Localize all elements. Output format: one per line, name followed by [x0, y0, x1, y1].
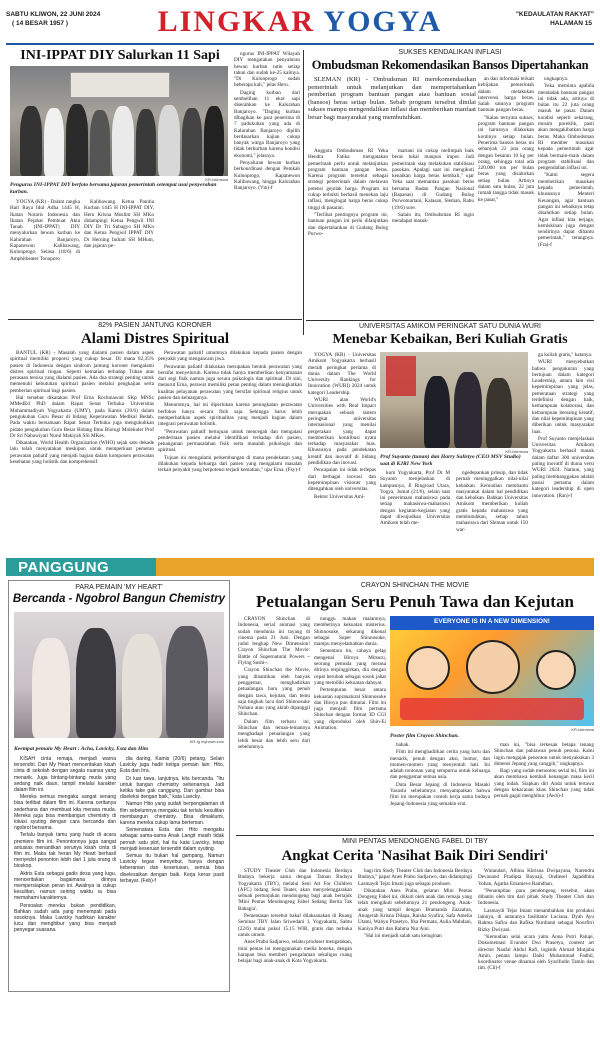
paragraph: ga kuliah gratis," katanya. [538, 352, 593, 358]
fabel-col-1 [238, 868, 352, 1044]
paragraph: Dikatakan, World Health Organization (WHO) sejak satu dekade lalu telah menyatakan meskipun untuk memperkuat pemeran perawatan paliatif yang menjadi bagian dalam komponen perawatan kesehatan yang holistik dan komprehensif. [10, 440, 154, 466]
rspku-col-1 [10, 350, 154, 555]
sapi-col-3 [234, 51, 300, 317]
paragraph: Perawatan paliatif umumnya dilakukan kepada pasien dengan penyakit yang mengancam jiwa. [158, 350, 302, 363]
poster-title: EVERYONE IS IN A NEW DIMENSION! [434, 618, 550, 625]
paragraph: Film ini menghadirkan cerita yang baru dan menarik, penuh dengan aksi, humor, dan momen-momen yang menyentuh hati. Ini adalah tontonan yang sempurna untuk keluarga dan penggemar semua usia. [390, 749, 490, 781]
paragraph: Yeka meminta apabila mendadak bantuan pangan ini tidak ada, artinya di bulan itu 22 juta orang masuk ke pasar. Dalam kondisi seperti sekarang, musim paceklik, pasti akan mengakibatkan harga beras. Maka Ombudsman RI member masukan kepada pemerintah agar tidak bermain-main dalam program stabilisasi dan pengendalian inflasi ini. [538, 83, 594, 172]
paragraph: man ini, "bisa terkesan betapa tenang Shinchan dan pahlawan penuh pesona. Kami ingin mengajak penonton untuk menyaksikan 3 dimensi Jepang yang canggih," ungkapnya. [494, 742, 594, 767]
paragraph: Perawatan paliatif dilakukan merupakan bentuk perawatan yang bersifat menyeluruh. Karena tidak hanya memberikan kenyamanan dari segi fisik namun juga secara psikologis dan spiritual. Di sini, menurut Erna, perawat memiliki peran penting dalam meningkatkan kualitas pelayanan perawatan yang bersifat spiritual religius untuk pasien dan keluarganya. [158, 363, 302, 402]
paragraph: Anes Prabu Sadjarwo, selaku produser mengatakan, mini pentas ini menggunakan media boneka, dengan harapan bisa memberi pengalaman sekaligus ruang belajar bagi anak-anak di Kota Yogyakarta. [238, 939, 352, 965]
column-divider [303, 50, 304, 335]
paragraph: Pencapaian ini tidak terlepas dari berbagai inovasi dan kepemimpinan visioner yang ditengahkan oleh universitas. [308, 467, 376, 493]
paragraph: Rektor Universitas Ami- [314, 493, 366, 500]
paragraph: Semua itu bukan hal gampang. Namun Lavicky tegas menyebut, hanya dengan keberanian dan keseriusan, semua bisa diselesaikan dengan baik. Kerja keras pasti terbayar. (Feb)-f [120, 853, 224, 884]
paragraph: YOGYA (KR) - Universitas Amikom Yogyakarta berhasil meraih peringkat pertama di dunia dalam The World University Rankings for Innovation (WURI) 2024 untuk kategori Leadership. [308, 352, 376, 396]
paragraph: "Kalau ternyata sukses, program bantuan pangan ini harusnya dilakukan kontinyu setiap bulan. Penerima bansos beras ini sebanyak 22 juta orang dengan besaran 10 kg per orang, sehingga total ada 220.000 ton per bulan beras yang disalurkan setiap bulan. Artinya dalam satu bulan, 22 juta rumah tangga tidak masuk ke pasar," [478, 114, 534, 203]
amikom-kicker: UNIVERSITAS AMIKOM PERINGKAT SATU DUNIA WURI [359, 323, 541, 330]
amikom-col-3 [456, 470, 528, 554]
paragraph: "Penampilan para pendongeng tersebut, akan dibantu oleh tim dari pihak Study Theater Club dan Indonesia. [478, 887, 594, 907]
paragraph: Bagi yang sudah menonton serial ini, film ini akan membawa kembali kenangan masa kecil yang indah. Siapkan diri Anda untuk tertawa dengan kekacauan khas Shinchan yang tidak pernah gagal menghibur. (Awh)-f [494, 768, 594, 800]
paragraph: "Kami segera memberikan masukan kepada pemerintah, khususnya Menteri Keuangan, agar bantuan pangan ini sebaiknya tetap disalurkan setiap bulan. Agar inflasi kita terjaga, kemiskinan juga dengan sendirinya dapat dibantu pemerintah," terangnya. (Fra)-f [538, 172, 594, 248]
paragraph: Duta Besar Jepang di Indonesia Masaki Yasushi sebelumnya menyampaikan bahwa film ini merupakan contoh kerja sama budaya Jepang-Indonesia yang semakin erat. [390, 781, 490, 807]
paragraph: Menurutnya, hal ini diperlukan karena peningkatan perawatan berfokus hanya secara fisik saja. Sehingga harus lebih memperhatikan aspek spiritualitas yang menjadi bagian dalam integrasi perawatan holistik. [158, 402, 302, 428]
shinchan-kicker: CRAYON SHINCHAN THE MOVIE [360, 582, 470, 589]
paragraph: WURI menyebutkan bahwa pengukuran yang bertujuan dalam kategori Leadership, antara lain visi kepemimpinan yang jelas, pemerataan strategi yang terdefinisi dengan baik, kemampuan kolaborasi, dan kemampuan bersaing kreatif, dan nilai kepemimpinan yang diberikan untuk masyarakat luas. [532, 359, 594, 435]
myheart-photo [14, 612, 224, 738]
section-divider [236, 835, 594, 836]
paragraph: Crayon Shinchan the Movie, yang dinantikan oleh banyak penggemar, menghadirkan petualangan baru yang penuh dengan tawa, kejutan, dan tentu saja tingkah lucu dari Shinnosuke Nohara atau yang akrab dipanggil Shinchan. [238, 667, 310, 718]
sapi-col-1 [10, 199, 80, 317]
myheart-col-1 [14, 756, 116, 988]
ombudsman-col-3 [478, 76, 534, 318]
paragraph: Tujuan ini mengalami perkembangan di mana pendekatan yang dilakukan kepada keluarga dari pasien yang mengalami masalah terkait penyakit yang berpotensi terjadi kematian," ujar Erna. (Fsy)-f [158, 454, 302, 474]
paragraph: Prof Suyanto menjelaskan Universitas Amikom Yogyakarta berhasil masuk dalam daftar 300 universitas paling inovatif di dunia versi WURI 2024. Namun, yang paling membanggakan adalah posisi pertama dalam kategori leadership di open innovation. (Ran)-f [532, 435, 594, 499]
paragraph: ngedepankan prinsip, dan tidak pernah meninggalkan nilai-nilai kebaikan. Kemudian membantu masyarakat dalam hal pendidikan dan kebaikan. Bahkan Universitas Amikom memberikan kuliah gratis kepada mahasiswa yang membutuhkan, setiap tahun mahasiswa dari Sleman untuk 150 war- [456, 470, 528, 533]
myheart-kicker: PARA PEMAIN 'MY HEART' [75, 584, 163, 591]
paragraph: YOGYA (KR) - Dalam rangka Hari Raya Idul Adha 1445 H, Ikatan Notaris Indonesia dan Ikatan Pejabat Pembuat Akta Tanah (INI-IPPAT) DIY menyalurkan hewan kurban ke Kalurahan Banjaroyo, Kapanewon Kalibawang, Kulonprogo, Selasa (18/6) di Amphitheater Tonoporo [10, 199, 80, 262]
flag-image [386, 356, 416, 396]
paragraph: Persoalan mereka bukan pendidikan, Bahkan sudah ada yang menempati pada sosoknya. Maka Lavicky hadirkan karakter lucu dan menghibur yang bisa menjadi penyegar suasana. [14, 902, 116, 934]
paragraph: WURI atau World's Universities with Real Impact merupakan sebuah sistem peringkat universitas internasional yang menilai pergerakan yang dapat memberikan kontribusi nyata terhadap masyarakat luas. Khususnya pada pendekatan kreatif dan inovatif di bidang pendidikan dan inovasi. [308, 397, 376, 467]
sapi-col-2 [84, 199, 154, 317]
fabel-headline: Angkat Cerita 'Nasihat Baik Diri Sendiri' [281, 848, 549, 864]
paragraph: Dikatakan Anes Prabu, gelaran Mini Pentas Dongeng Fabel ini, diikuti oleh anak dan remaja yang telah mengikuti sebelumnya 21 pendongeng. Anak-anak yang tampil dengan Bramanda Zazzahra, Anugerah Krisna Dilapa, Raisha Syafira, Safa Amelia Utami, Wahyu Prasetyo, Ifsa Permata, Aulia Mahdani, Kaniya Putri dan Rahma Nur Aini. [358, 887, 472, 932]
fabel-kicker: MINI PENTAS MENDONGENG FABEL DI TBY [342, 838, 488, 845]
paragraph: Sementara itu, cahaya gelap mengenai Hiroya Mitsuru, seorang pemuda yang merasa dirinya terpinggirkan, dia dengan cepat berubah sebagai sosok jahat yang memiliki kekuatan dahsyat. [314, 648, 386, 686]
paragraph: Hal tersebut dikatakan Prof Erna Rochmawati SKp MNSc MMedEd PhD dalam Rapat Senat Terbuka Universitas Muhammadiyah Yogyakarta (UMY), pada Kamis (20/6) dalam pengukuhan Guru Besar di bidang Keperawatan Medikal Bedah. Pada waktu bersamaan Rapat Senat Terbuka juga mengukuhkan pidato pengukuhan Guru Besar Bidang Ilmu Biologi Molekuler Prof Dr Sri Nabawiyati Nurul Makiyah SSi MKes. [10, 395, 154, 439]
paragraph: nunggu makan malamnya, memberinya kekuatan misterius. Shinnosuke, sekarang dikenal sebagai Super Shinnosuke, mampu menyelamatkan dunia. [314, 616, 386, 648]
myheart-caption: Keempat pemain My Heart : Acha, Lavicky, Esta dan Hito [14, 746, 149, 752]
shinchan-photo-credit: KR-Istimewa [571, 727, 594, 732]
shinchan-poster [390, 616, 594, 726]
rspku-col-2 [158, 350, 302, 555]
sapi-photo [10, 66, 228, 176]
paragraph: Pertempuran besar antara kekuatan supranatural Shinnosuke dan Hiroya pun dimulai. Film ini juga menjadi film pertama Shinchan dengan format 3D CGI yang diproduksi oleh Shin-Ei Animation. [314, 687, 386, 732]
shinchan-caption: Poster film Crayon Shinchan. [390, 733, 460, 739]
poster-banner [390, 616, 594, 630]
amikom-col-2 [380, 470, 450, 554]
sapi-caption: Pengurus INI-IPPAT DIY berfoto bersama jajaran pemerintah setempat usai penyerahan kurban. [10, 182, 217, 195]
shinchan-col-3 [390, 742, 490, 832]
masthead [6, 4, 594, 44]
sapi-photo-credit: KR-Istimewa [205, 177, 228, 182]
myheart-headline: Bercanda - Ngobrol Bangun Chemistry [12, 593, 226, 605]
paragraph: "Terlihat pentingnya program ini, bantuan pangan ini perlu dilanjutkan dan dipertahankan di Gudang Bulog Purwo- [308, 211, 388, 237]
fabel-col-2 [358, 868, 472, 1044]
fabel-col-3 [478, 868, 594, 1044]
date-line: SABTU KLIWON, 22 JUNI 2024 [6, 11, 101, 18]
paragraph: "Kemudian selai acara yaitu Anna Putri Palupi, Dokumentasi Evander Dwi Prasetya, content art director Naufal Abdul Rafi, logistik Ahmad Mutjaba Amin, penata lampu Daiki Muhammad Fadhil, koordinator venue dinamai oleh Syarifudin Tamin dan tim. (Cil)-f [478, 933, 594, 972]
shinchan-col-2 [314, 616, 386, 832]
paragraph: ungkapnya. [544, 76, 569, 82]
title-lingkar: LINGKAR [157, 5, 324, 38]
section-divider [8, 319, 302, 320]
paragraph: Dalam film terbaru ini, Shinchan dan teman-temannya menghadapi petualangan yang lebih besar dan lebih seru dari sebelumnya. [238, 718, 310, 750]
rspku-kicker: 82% PASIEN JANTUNG KORONER [98, 322, 212, 329]
ombudsman-headline: Ombudsman Rekomendasikan Bansos Dipertahankan [311, 58, 589, 72]
panggung-label: PANGGUNG [18, 559, 110, 576]
paragraph: dia daring, Kamis (20/6) petang. Selain Lavicky juga hadir ketiga pemain lain: Hito, Esta dan Irra. [120, 756, 224, 775]
shinchan-col-4 [494, 742, 594, 832]
paragraph: Di luar tawa, lanjutnya, kita bercanda. "Itu untuk bangun chemistry sebenarnya. Jadi ketika take gak canggung. Dan gambar bisa diseleksi dengan baik," kata Lavicky. [120, 775, 224, 801]
paragraph: Pementasan tersebut bakal dilaksanakan di Ruang Seminar TBY Jalan Sriwedani 1, Yogyakarta, Sabtu (22/6) mulai pukul 15.15 WIB, gratis dan terbuka untuk umum. [238, 913, 352, 938]
amikom-photo [380, 352, 528, 448]
banner-image [70, 72, 170, 98]
paragraph: BANTUL (KR) - Masalah yang dialami pasien dalam aspek spiritual memiliki proporsi yang cukup besar. Di mana 82,35% pasien di Indonesia dengan sindrom jantung koroner mengalami distres spiritual ringan. Seperti kematian terhadap Tuhan atas perasaan tersisa yang dialami pasien. Ada dua strategi penting untuk memenuhi kebutuhan spiritual pasien melalui pengkajian serta pemberian spiritual bagi pasien. [10, 350, 154, 394]
paragraph: ngurus INI-IPPAT Wilayah DIY mengatakan penyaluran hewan kurban rutin setiap tahun dan sudah ke-25 kalinya. "Di Kulonprogo sudah beberapa kali," jelas Heru. [234, 51, 300, 89]
rspku-headline: Alami Distres Spiritual [80, 331, 230, 347]
panggung-section-bar [6, 558, 594, 576]
paragraph: Anggota Ombudsman RI Yeka Hendra Fatika mengatakan pemerintah perlu untuk melanjutkan program bantuan pangan beras. Karena program tersebut sebagai strategi pemerintah dalam melawan potensi gejolak harga. Program ini cukup terbukti berhasil menekan laju inflasi, mengingat harga beras cukup tinggi di pasaran. [308, 148, 388, 211]
ombudsman-kicker: SUKSES KENDALIKAN INFLASI [398, 49, 502, 56]
paragraph: Aktris Esta sebagai gadis desa yang lugu, menceritakan bagaimana dirinya mempersiapkan peran ini. Awalnya ia cukup kesulitan, namun seiring waktu ia bisa memahami karakternya. [14, 870, 116, 902]
date-jawa: ( 14 BESAR 1957 ) [12, 20, 68, 27]
amikom-headline: Menebar Kebaikan, Beri Kuliah Gratis [332, 332, 568, 347]
paragraph: Lasmaydi Tejar Imani menambahkan tim produksi lainnya, di antaranya fasilitator Luciana, Dyah Ayu Rahma Safira dan Rafika Nurdianti sebagai Noorfitri Rizky Dwiyani. [478, 907, 594, 933]
paragraph: Daging kurban dari sembelihan 11 ekor sapi diserahkan ke Kalurahan Banjaroyo. "Daging kurban dibagikan ke para penerima di 7 padukuhan yang ada di Kalurahan Banjaroyo dipilih berdasarkan kajian cukup banyak warga Banjaroyo yang tidak berkurban karena kondisi ekonomi," jelasnya. [234, 89, 300, 159]
paragraph: CRAYON Shinchan di Indonesia, serial animasi yang sudah mendunia ini tayang di cinema pada 21 Juni. Dengan judul lengkap New Dimension! Crayon Shinchan The Movie: Battle of Supernatural Powers ~ Flying Sushi~. [238, 616, 310, 667]
section-divider [306, 320, 594, 321]
masthead-rule [6, 43, 594, 45]
newspaper-title [6, 5, 594, 39]
amikom-col-1 [308, 352, 376, 554]
paragraph: Salain itu, Ombudsman RI ingin mendapat masuk- [392, 211, 474, 225]
paragraph: bagi tim Study Theater Club dan Indonesia Berdaya Budaya," papar Anes Prabu Sadjarwo, dan didampingi Lasmaydi Tejar Imani juga sebagai produser. [358, 868, 472, 887]
paragraph: Mereka semua mengaku sangat senang bisa terlibat dalam film ini. Karena ceritanya sederhana dan membuat kita merasa muda. Mereka juga bisa membangun chemistry di lokasi syuting dengan cara bercanda dan ngobrol bersama. [14, 794, 116, 832]
shinchan-col-1 [238, 616, 310, 832]
shinchan-headline: Petualangan Seru Penuh Tawa dan Kejutan [256, 592, 574, 611]
ombudsman-col-2 [392, 148, 474, 318]
amikom-caption: Prof Suyanto (tunan) dan Harry Sulistyo (CEO MSV Studio) saat di KJRI New York [380, 454, 521, 467]
paragraph: kom Yogyakarta, Prof Dr M Suyanto menjelaskan di kampusnya, Jl Ringroad Utara, Yogya, Jumat (21/6), selain saat ini penerimaan mahasiswa pada setiap mahasiswa-mahasiswi dengan kegiatan-kegiatan yang dapat diwujudkan Universitas Amikom telah me- [380, 470, 450, 527]
ombudsman-col-1 [308, 148, 388, 318]
myheart-col-2 [120, 756, 224, 988]
paragraph: STUDY Theater Club dan Indonesia Berdaya Budaya bekerja sama dengan Taman Budaya Yogyakarta (TBY), melalui Seni Art For Children (AFC) bidang Seni Teater, akan menyelenggarakan sebuah pertunjukan mendongeng bagi anak bertajuk 'Mini Pentas Mendongeng Fabel Sedang Berita Tak Bahagia'. [238, 868, 352, 912]
myheart-photo-credit: KR-Ig myheart.solo [189, 739, 224, 744]
tagline: "KEDAULATAN RAKYAT" [515, 11, 594, 18]
title-yogya: YOGYA [323, 5, 443, 38]
paragraph: martani ini cukup melimpah baik beras lokal maupun impor. Jadi pemerintah siap melakukan stabilisasi pasokan. Apalagi saat ini mengikuti kenaikan harga beras kembali," ujar Yeka saat memantau pasokan beras bersama Badan Pangan Nasional (Bapanas) di Gudang Bulog Purwomartani, Kalasan, Sleman, Rabu (19/6) sore. [392, 148, 474, 211]
paragraph: Namun Hito yang sudah berpengalaman di film sebelumnya mengaku tak terlalu kesulitan membangun chemistry. Bisa dimaklumi, karena mereka cukup lama berteman. [120, 801, 224, 827]
ombudsman-lead [308, 76, 476, 146]
paragraph: "Perawatan paliatif bertujuan untuk mencegah dan mengatasi penderitaan pasien melalui identifikasi terhadap diri pasien, penanganan permasalahan fisik serta masalah psikologis dan spiritual. [158, 428, 302, 454]
paragraph: Terlalu banyak tamu yang hadir di acara premiere film ini. Penontonnya juga sangat antusias menantikan serunya kisah cinta di film ini. Maka tak heran My Heart berhasil menyedot penonton lebih dari 1 juta orang di bioskop. [14, 832, 116, 870]
lead-paragraph: SLEMAN (KR) - Ombudsman RI merekomendasikan pemerintah untuk melanjutkan dan mempertahankan pemberian program bantuan pangan atau bantuan sosial (bansos) beras setiap bulan. Sebab program tersebut dinilai sukses mampu mengendalikan inflasi dan memberikan manfaat besar bagi masyarakat yang membutuhkan. [308, 76, 476, 121]
paragraph: "Hal ini menjadi salah satu keinginan [364, 932, 442, 939]
paragraph: KISAH cinta remaja, menjadi warna tersendiri. Dan My Heart menceritakan kisah cinta di sekolah dengan segala nuansa yang menarik. Juga bintang-bintang muda yang sedang naik daun, tampil melalui karakter dalam film ini. [14, 756, 116, 794]
paragraph: Kalibawang. Ketua Panitia Kurban 1445 H INI-IPPAT DIY, Heru Krisna Muslim SH MKn didampingi Ketua Pengwil INI DIY Dr Tri Subagyo SH MKn dan Ketua Pengwil IPPAT DIY Dr Herning Indrati SH MHum, dan jajaran pe- [84, 199, 154, 250]
ombudsman-col-4 [538, 76, 594, 318]
paragraph: Penyaluran hewan kurban berkoordinasi dengan Pemkab Kulonprogo, Kapanewon Kalibawang, hingga Kalurahan Banjaroyo. (Vin)-f [234, 160, 300, 192]
amikom-photo-credit: KR-Istimewa [505, 449, 528, 454]
page-number: HALAMAN 15 [550, 20, 592, 27]
amikom-col-4 [532, 352, 594, 554]
paragraph: an dan informasi terkait kebijakan pemerintah dalam melakukan intervensi harga beras. Salah satunya program bantuan pangan beras. [478, 76, 534, 114]
paragraph: Wulandari, Albina Khrisna Dwipayana, Narendra Devanand Pradipta Bayuaji, Ondiesel Jagaddhita Yohan, Agatha Emanieve Ramdhan. [478, 868, 594, 887]
sapi-headline: INI-IPPAT DIY Salurkan 11 Sapi [20, 48, 220, 63]
paragraph: Semenatara Esta dan Hito mengaku sebagai sama-sama Anak Langit masih tidak pernah satu plot, hal itu kata Lavicky, tetap menjadi keseruan tersendiri dalam syuting. [120, 827, 224, 852]
paragraph: bahak. [396, 742, 410, 748]
